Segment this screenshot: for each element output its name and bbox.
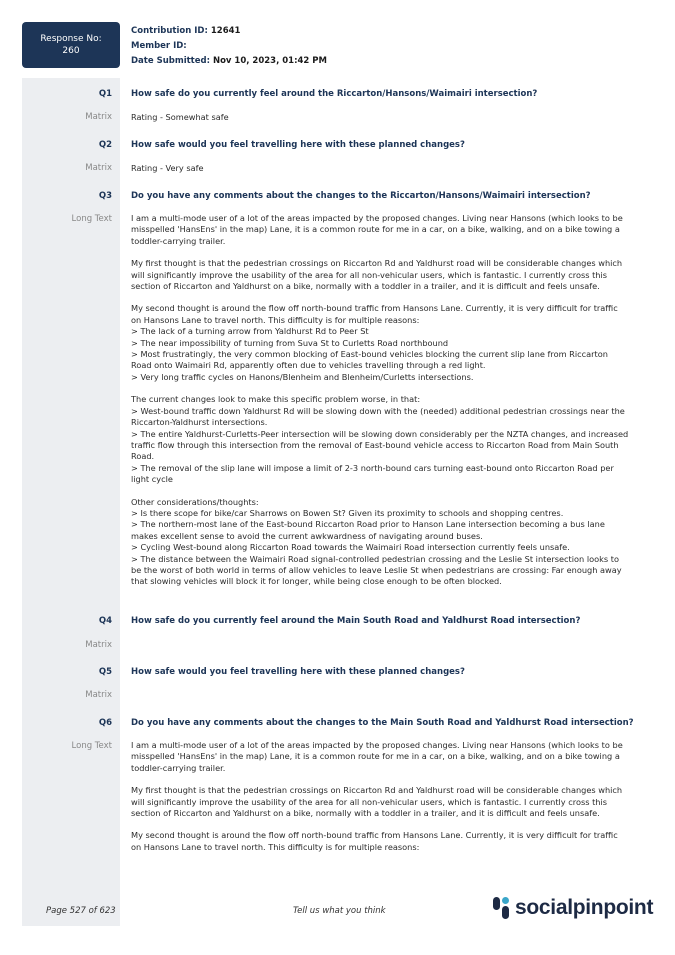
brand-name: socialpinpoint — [515, 896, 654, 919]
pinpoint-icon — [492, 896, 510, 920]
date-label: Date Submitted: — [131, 56, 210, 66]
answer-type: Long Text — [71, 214, 112, 224]
answer-paragraph: My first thought is that the pedestrian crossings on Riccarton Rd and Yaldhurst road will be considerable changes which will significantly improve the usability of the area for all non-vehicular users, which is fantastic. I currently cross this section of Riccarton and Yaldhurst on a bike, normally with a toddler in a trailer, and it is difficult and feels unsafe. — [131, 258, 623, 292]
answer-paragraph: I am a multi-mode user of a lot of the areas impacted by the proposed changes. Living near Hansons (which looks to be misspelled 'HansEns' in the map) Lane, it is a common route for me in a car, on a bike, walking, and on a bike towing a toddler-carrying trailer. — [131, 213, 623, 246]
answer-text: Rating - Very safe — [131, 163, 204, 173]
question-text: How safe would you feel travelling here with these planned changes? — [131, 140, 465, 150]
answer-text: Rating - Somewhat safe — [131, 112, 229, 122]
answer-paragraph: The current changes look to make this specific problem worse, in that: > West-bound traffic down Yaldhurst Rd will be slowing down with the (needed) additional pedestrian crossings near the Riccarton-Yaldhurst intersections. > The entire Yaldhurst-Curletts-Peer intersection will be slowing down considerably per the NZTA changes, and increased traffic flow through this intersection from the removal of East-bound vehicle access to Riccarton Road from Main South Road. > The removal of the slip lane will impose a limit of 2-3 north-bound cars turning east-bound onto Riccarton Road per light cycle — [131, 394, 629, 485]
footer-tagline: Tell us what you think — [293, 906, 386, 916]
question-text: Do you have any comments about the changes to the Riccarton/Hansons/Waimairi intersection? — [131, 191, 591, 201]
submission-meta — [131, 24, 327, 69]
question-text: How safe do you currently feel around the Main South Road and Yaldhurst Road intersection? — [131, 616, 581, 626]
answer-type: Matrix — [85, 112, 112, 122]
question-number: Q3 — [98, 191, 112, 201]
question-number: Q2 — [98, 140, 112, 150]
long-answer — [131, 740, 629, 864]
response-label: Response No: — [40, 34, 102, 44]
answer-paragraph: My second thought is around the flow off north-bound traffic from Hansons Lane. Currently, it is very difficult for traffic on Hansons Lane to travel north. This difficulty is for multiple reasons: > The lack of a turning arrow from Yaldhurst Rd to Peer St > The near impossibility of turning from Suva St to Curletts Road northbound > Most frustratingly, the very common blocking of East-bound vehicles blocking the current slip lane from Riccarton Road onto Waimairi Rd, apparently often due to vehicles travelling through a red light. > Very long traffic cycles on Hanons/Blenheim and Blenheim/Curletts intersections. — [131, 303, 618, 382]
answer-paragraph: My second thought is around the flow off north-bound traffic from Hansons Lane. Currently, it is very difficult for traffic on Hansons Lane to travel north. This difficulty is for multiple reasons: — [131, 830, 618, 852]
question-number: Q1 — [98, 89, 112, 99]
answer-type: Long Text — [71, 741, 112, 751]
response-number: 260 — [62, 46, 80, 56]
member-label: Member ID: — [131, 41, 187, 51]
answer-paragraph: My first thought is that the pedestrian crossings on Riccarton Rd and Yaldhurst road will be considerable changes which will significantly improve the usability of the area for all non-vehicular users, which is fantastic. I currently cross this section of Riccarton and Yaldhurst on a bike, normally with a toddler in a trailer, and it is difficult and feels unsafe. — [131, 785, 623, 819]
answer-type: Matrix — [85, 640, 112, 650]
answer-type: Matrix — [85, 690, 112, 700]
page-number: Page 527 of 623 — [46, 906, 116, 916]
contribution-label: Contribution ID: — [131, 26, 208, 36]
answer-paragraph: Other considerations/thoughts: > Is there scope for bike/car Sharrows on Bowen St? Given its proximity to schools and shopping centres. > The northern-most lane of the East-bound Riccarton Road prior to Hanson Lane intersection becoming a bus lane makes excellent sense to avoid the current awkwardness of navigating around buses. > Cycling West-bound along Riccarton Road towards the Waimairi Road intersection currently feels unsafe. > The distance between the Waimairi Road signal-controlled pedestrian crossing and the Leslie St intersection looks to be the worst of both world in terms of allow vehicles to leave Leslie St when pedestrians are crossing: Far enough away that slowing vehicles will block it for longer, while being close enough to be often blocked. — [131, 496, 622, 587]
question-number: Q5 — [98, 667, 112, 677]
left-gutter — [22, 78, 120, 926]
question-text: How safe do you currently feel around the Riccarton/Hansons/Waimairi intersection? — [131, 89, 538, 99]
answer-type: Matrix — [85, 163, 112, 173]
contribution-id: 12641 — [210, 26, 241, 36]
response-number-badge — [22, 22, 120, 68]
answer-paragraph: I am a multi-mode user of a lot of the areas impacted by the proposed changes. Living near Hansons (which looks to be misspelled 'HansEns' in the map) Lane, it is a common route for me in a car, on a bike, walking, and on a bike towing a toddler-carrying trailer. — [131, 740, 623, 773]
question-number: Q4 — [98, 616, 112, 626]
question-text: How safe would you feel travelling here with these planned changes? — [131, 667, 465, 677]
long-answer — [131, 213, 629, 599]
question-text: Do you have any comments about the changes to the Main South Road and Yaldhurst Road intersection? — [131, 718, 634, 728]
brand-logo — [492, 895, 653, 921]
question-number: Q6 — [98, 718, 112, 728]
date-submitted: Nov 10, 2023, 01:42 PM — [212, 56, 327, 66]
